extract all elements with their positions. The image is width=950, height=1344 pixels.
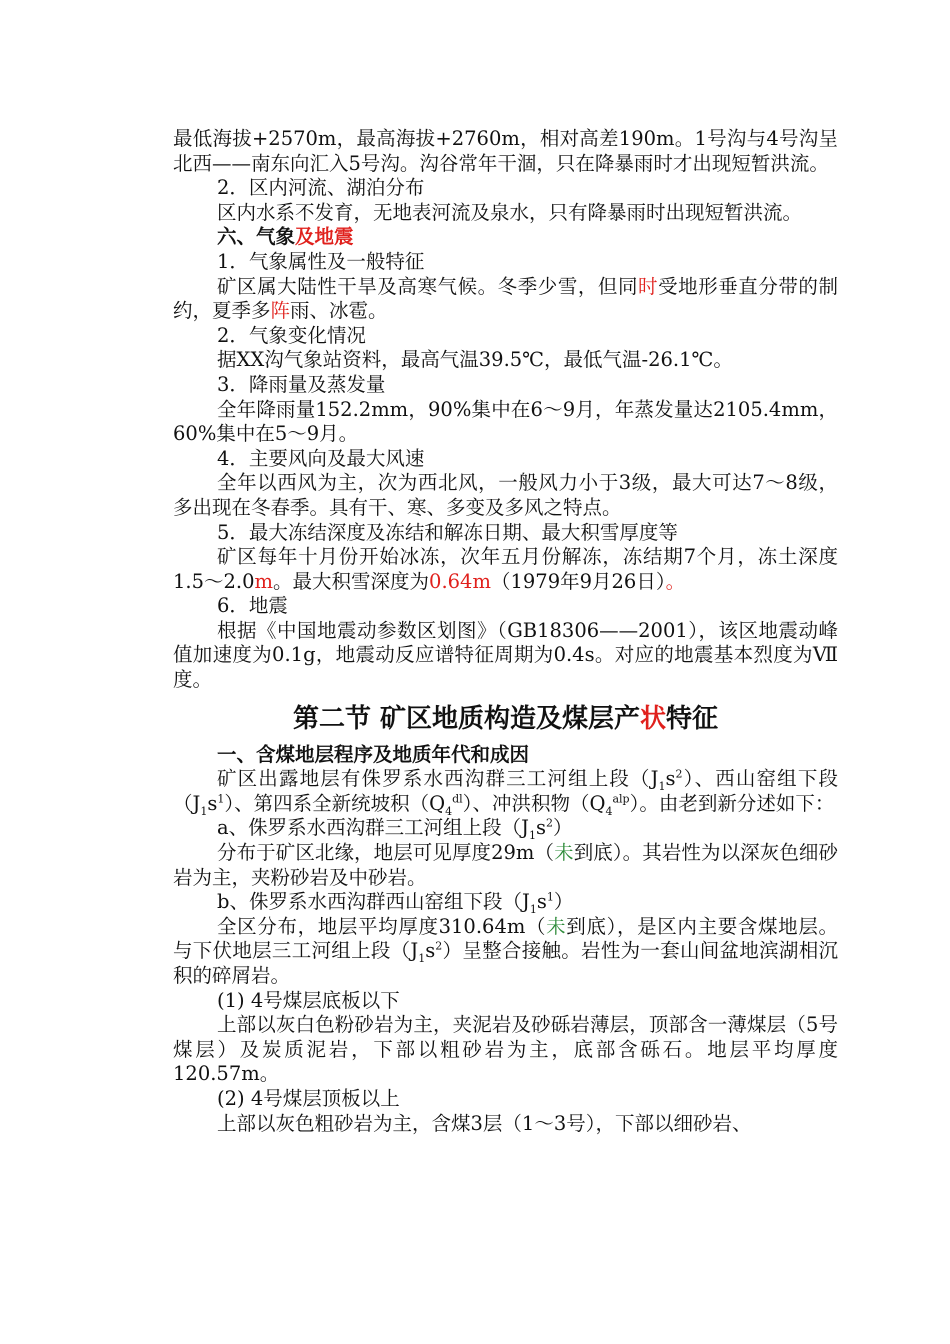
list-item: 4．主要风向及最大风速 xyxy=(217,446,425,470)
superscript: 2 xyxy=(435,939,443,953)
text: ） xyxy=(553,890,574,914)
text: s xyxy=(665,767,676,791)
text: a、侏罗系水西沟群三工河组上段（J xyxy=(217,816,529,840)
heading-text: 六、气象 xyxy=(217,225,296,249)
paragraph xyxy=(173,841,838,890)
text: 呈整合接触。岩性为一套山间盆地滨湖相沉积的碎屑岩。 xyxy=(173,939,838,987)
text: 矿区每年十月份开始冰冻，次年五月份解冻，冻结期7个月，冻土深度1.5～2.0 xyxy=(173,545,838,593)
list-item: 5．最大冻结深度及冻结和解冻日期、最大积雪厚度等 xyxy=(217,520,678,544)
text: 到底），是区内主要含煤地层。与下伏地层三工河组上段（J xyxy=(173,914,838,963)
text-highlight: 未 xyxy=(554,841,574,865)
superscript: 1 xyxy=(217,792,225,806)
text: 、西山窑组下段（J xyxy=(173,767,838,815)
text: 到底）。其岩性为以深灰色细砂岩为主，夹粉砂岩及中砂岩。 xyxy=(173,841,838,889)
list-item: 2．气象变化情况 xyxy=(217,323,366,347)
section-heading: 一、含煤地层程序及地质年代和成因 xyxy=(217,742,530,766)
text: ） xyxy=(462,791,473,815)
subscript: 1 xyxy=(418,952,426,966)
text-highlight: 0.64m xyxy=(429,569,491,593)
subscript: 1 xyxy=(200,804,208,818)
text: b、侏罗系水西沟群西山窑组下段（J xyxy=(217,890,530,914)
paragraph: 区内水系不发育，无地表河流及泉水，只有降暴雨时出现短暂洪流。 xyxy=(217,200,803,224)
text-highlight: 未 xyxy=(546,914,567,938)
text: （1979年9月26日） xyxy=(490,569,666,593)
paragraph xyxy=(173,275,838,324)
paragraph: 全年以西风为主，次为西北风，一般风力小于3级，最大可达7～8级，多出现在冬春季。具有干、寒、多变及多风之特点。 xyxy=(173,471,838,519)
superscript: 2 xyxy=(675,767,683,781)
paragraph xyxy=(173,915,838,989)
list-item xyxy=(173,816,838,841)
paragraph xyxy=(173,767,838,816)
subscript: 1 xyxy=(529,903,537,917)
text: 、冲洪积物（Q xyxy=(472,791,606,815)
text: 矿区出露地层有侏罗系水西沟群三工河组上段（J xyxy=(217,767,659,791)
subscript: 1 xyxy=(528,829,536,843)
title-text: 第二节 矿区地质构造及煤层产 xyxy=(292,703,641,734)
paragraph: 上部以灰白色粉砂岩为主，夹泥岩及砂砾岩薄层，顶部含一薄煤层（5号煤层）及炭质泥岩，下部以粗砂岩为主，底部含砾石。地层平均厚度120.57m。 xyxy=(173,1013,838,1086)
text-highlight: m xyxy=(254,569,274,593)
text: 雨、冰雹。 xyxy=(290,299,388,323)
paragraph: 据XX沟气象站资料，最高气温39.5℃，最低气温-26.1℃。 xyxy=(217,348,733,372)
title-text-highlight: 状 xyxy=(640,703,667,734)
paragraph xyxy=(173,545,838,594)
superscript: 1 xyxy=(546,890,554,904)
text: s xyxy=(535,816,546,840)
list-item: 6．地震 xyxy=(217,594,288,618)
document-page xyxy=(173,127,838,1136)
subscript: 4 xyxy=(445,804,453,818)
text: 矿区属大陆性干旱及高寒气候。冬季少雪，但同 xyxy=(217,274,639,298)
text: 。最大积雪深度为 xyxy=(273,569,430,593)
list-item: (1) 4号煤层底板以下 xyxy=(217,988,400,1012)
section-heading xyxy=(173,225,838,250)
title-text: 特征 xyxy=(666,703,719,734)
subscript: 1 xyxy=(658,780,666,794)
list-item: (2) 4号煤层顶板以上 xyxy=(217,1086,400,1110)
text-highlight: 阵 xyxy=(270,299,291,323)
subscript: 4 xyxy=(605,804,613,818)
text: ） xyxy=(629,791,640,815)
text: ） xyxy=(224,791,235,815)
paragraph: 上部以灰色粗砂岩为主，含煤3层（1～3号），下部以细砂岩、 xyxy=(217,1111,752,1135)
text: 。由老到新分述如下： xyxy=(639,791,835,815)
superscript: dl xyxy=(452,792,463,806)
text-highlight: 。 xyxy=(665,569,686,593)
list-item: 3．降雨量及蒸发量 xyxy=(217,372,386,396)
text: s xyxy=(536,890,547,914)
text: ） xyxy=(552,816,573,840)
section-title xyxy=(173,703,838,735)
superscript: alp xyxy=(612,792,630,806)
paragraph: 最低海拔+2570m，最高海拔+2760m，相对高差190m。1号沟与4号沟呈北西——南东向汇入5号沟。沟谷常年干涸，只在降暴雨时才出现短暂洪流。 xyxy=(173,127,838,175)
list-item: 2．区内河流、湖泊分布 xyxy=(217,176,425,200)
list-item xyxy=(173,890,838,915)
superscript: 2 xyxy=(545,816,553,830)
text: 全区分布，地层平均厚度310.64m（ xyxy=(217,914,547,938)
heading-text-highlight: 及地震 xyxy=(295,225,354,249)
text: 受地形垂直分带的制约，夏季多 xyxy=(173,274,838,323)
text: 、第四系全新统坡积（Q xyxy=(234,791,446,815)
text: s xyxy=(207,791,218,815)
text: s xyxy=(425,939,436,963)
list-item: 1．气象属性及一般特征 xyxy=(217,249,425,273)
text: ） xyxy=(682,767,695,791)
paragraph: 根据《中国地震动参数区划图》（GB18306——2001），该区地震动峰值加速度为0.1g，地震动反应谱特征周期为0.4s。对应的地震基本烈度为Ⅶ度。 xyxy=(173,618,838,692)
paragraph: 全年降雨量152.2mm，90%集中在6～9月，年蒸发量达2105.4mm，60%集中在5～9月。 xyxy=(173,397,838,446)
text-highlight: 时 xyxy=(638,274,659,298)
text: ） xyxy=(442,939,463,963)
text: 分布于矿区北缘，地层可见厚度29m（ xyxy=(217,841,555,865)
